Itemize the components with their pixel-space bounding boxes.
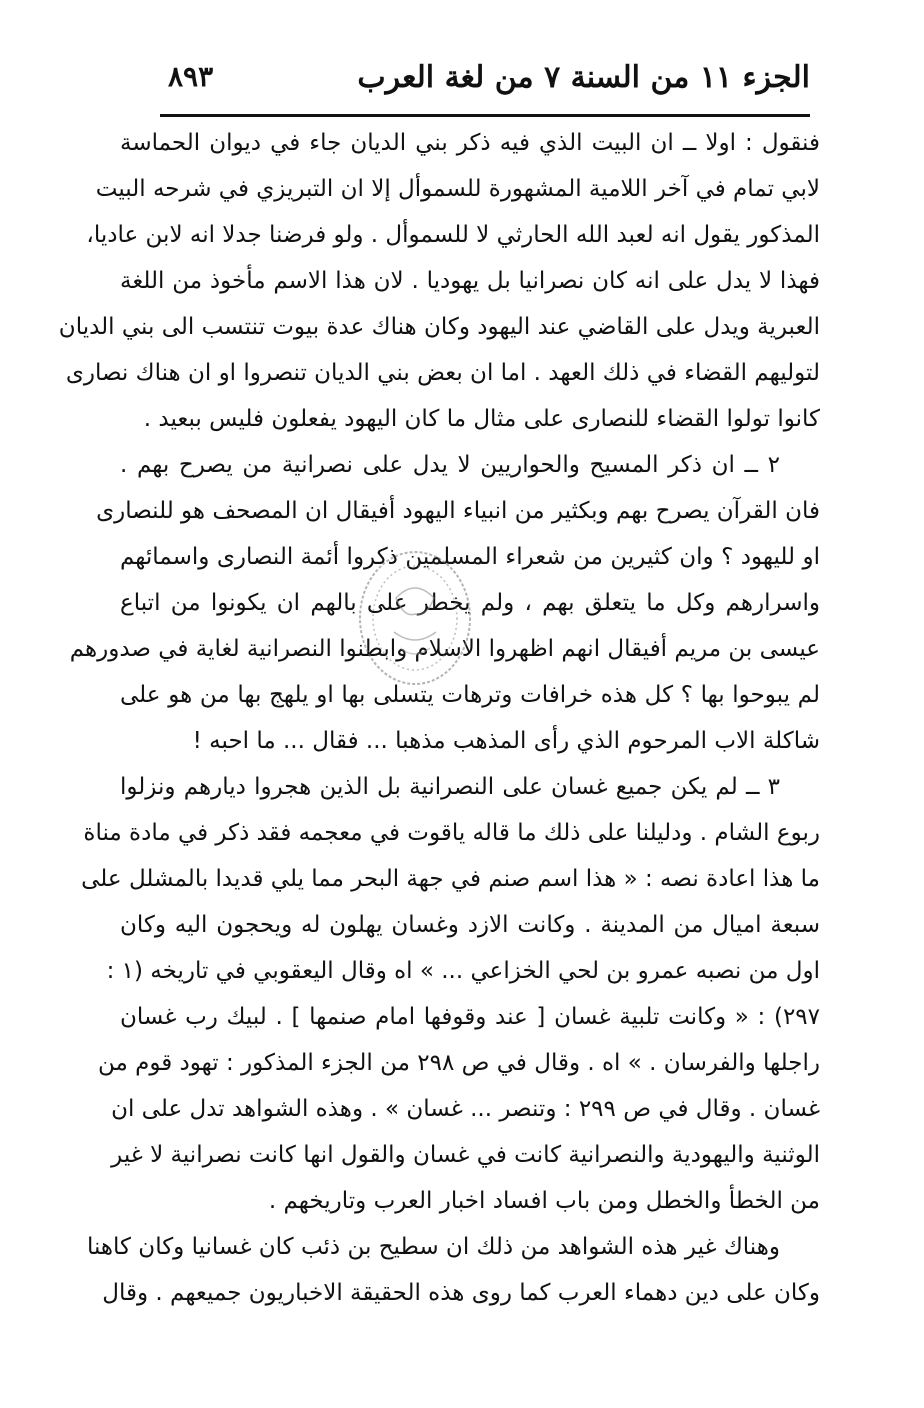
text-line: غسان . وقال في ص ٢٩٩ : وتنصر ... غسان » . وهذه الشواهد تدل على ان [111, 1096, 820, 1122]
text-line: لم يبوحوا بها ؟ كل هذه خرافات وترهات يتسلى بها او يلهج بها من هو على [120, 682, 820, 708]
header-rule [160, 114, 810, 117]
text-line: المذكور يقول انه لعبد الله الحارثي لا للسموأل . ولو فرضنا جدلا انه لابن عاديا، [86, 222, 820, 248]
text-line: ٢ ــ ان ذكر المسيح والحواريين لا يدل على نصرانية من يصرح بهم . [120, 452, 780, 478]
text-line: كانوا تولوا القضاء للنصارى على مثال ما كان اليهود يفعلون فليس ببعيد . [143, 406, 820, 432]
text-line: او لليهود ؟ وان كثيرين من شعراء المسلمين ذكروا أئمة النصارى واسمائهم [120, 544, 820, 570]
text-line: وكان على دين دهماء العرب كما روى هذه الحقيقة الاخباريون جميعهم . وقال [102, 1280, 820, 1306]
text-line: لتوليهم القضاء في ذلك العهد . اما ان بعض بني الديان تنصروا او ان هناك نصارى [65, 360, 820, 386]
text-line: العبرية ويدل على القاضي عند اليهود وكان هناك عدة بيوت تنتسب الى بني الديان [58, 314, 820, 340]
text-line: فنقول : اولا ــ ان البيت الذي فيه ذكر بني الديان جاء في ديوان الحماسة [120, 130, 820, 156]
text-line: فهذا لا يدل على انه كان نصرانيا بل يهوديا . لان هذا الاسم مأخوذ من اللغة [120, 268, 820, 294]
text-line: ٣ ــ لم يكن جميع غسان على النصرانية بل الذين هجروا ديارهم ونزلوا [120, 774, 780, 800]
library-stamp-image [356, 548, 474, 688]
text-line: عيسى بن مريم أفيقال انهم اظهروا الاسلام وابطنوا النصرانية لغاية في صدورهم [69, 636, 820, 662]
text-line: فان القرآن يصرح بهم وبكثير من انبياء اليهود أفيقال ان المصحف هو للنصارى [96, 498, 820, 524]
text-line: وهناك غير هذه الشواهد من ذلك ان سطيح بن ذئب كان غسانيا وكان كاهنا [86, 1234, 780, 1260]
text-line: واسرارهم وكل ما يتعلق بهم ، ولم يخطر على بالهم ان يكونوا من اتباع [120, 590, 820, 616]
body-text [58, 120, 820, 1316]
text-line: اول من نصبه عمرو بن لحي الخزاعي ... » اه وقال اليعقوبي في تاريخه (١ : [106, 958, 820, 984]
page-number: ٨٩٣ [168, 60, 214, 93]
text-line: شاكلة الاب المرحوم الذي رأى المذهب مذهبا ... فقال ... ما احبه ! [192, 728, 820, 754]
text-line: راجلها والفرسان . » اه . وقال في ص ٢٩٨ من الجزء المذكور : تهود قوم من [97, 1050, 820, 1076]
page-header [160, 52, 810, 112]
text-line: ما هذا اعادة نصه : « هذا اسم صنم في جهة البحر مما يلي قديدا بالمشلل على [81, 866, 820, 892]
text-line: لابي تمام في آخر اللامية المشهورة للسموأل إلا ان التبريزي في شرحه البيت [95, 176, 820, 202]
text-line: سبعة اميال من المدينة . وكانت الازد وغسان يهلون له ويحجون اليه وكان [120, 912, 820, 938]
text-line: ٢٩٧) : « وكانت تلبية غسان [ عند وقوفها امام صنمها ] . لبيك رب غسان [120, 1004, 820, 1030]
text-line: ربوع الشام . ودليلنا على ذلك ما قاله ياقوت في معجمه فقد ذكر في مادة مناة [83, 820, 820, 846]
text-line: الوثنية واليهودية والنصرانية كانت في غسان والقول انها كانت نصرانية لا غير [111, 1142, 820, 1168]
running-title: الجزء ١١ من السنة ٧ من لغة العرب [357, 60, 810, 95]
text-line: من الخطأ والخطل ومن باب افساد اخبار العرب وتاريخهم . [268, 1188, 820, 1214]
